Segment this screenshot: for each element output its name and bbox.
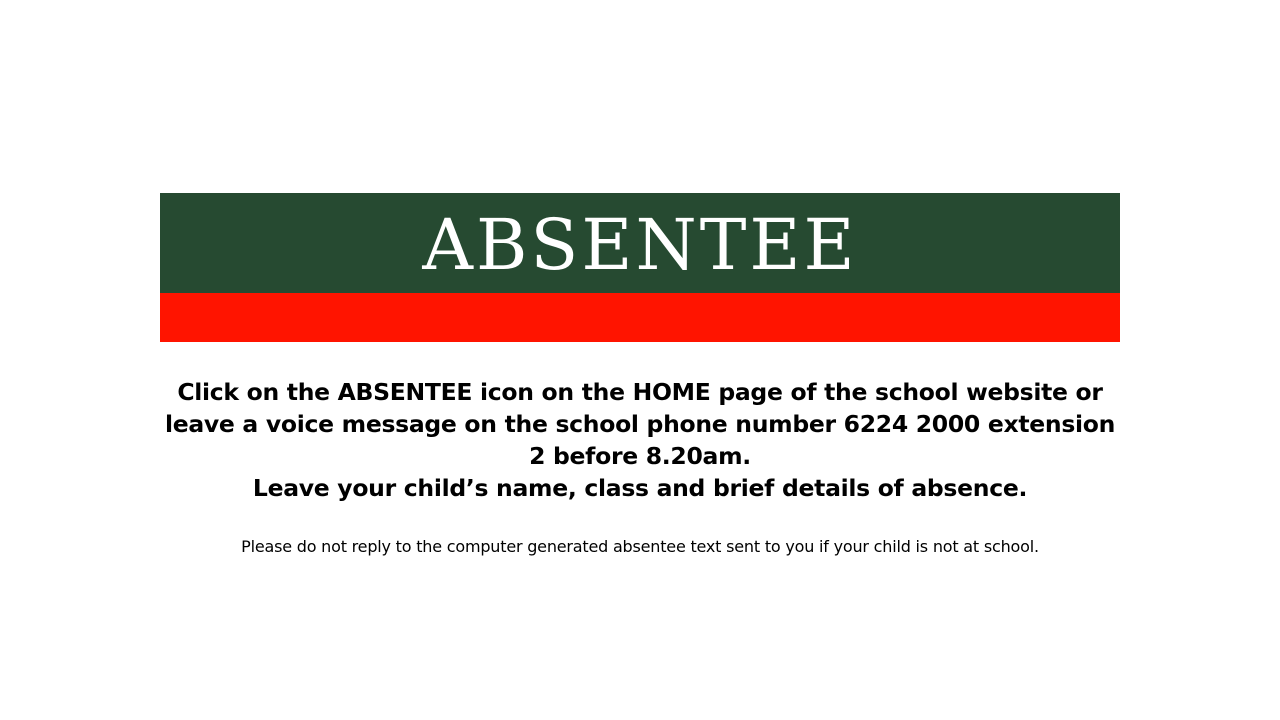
banner-accent-stripe — [160, 293, 1120, 342]
absentee-banner — [160, 193, 1120, 342]
banner-title: ABSENTEE — [422, 204, 858, 286]
banner-title-bar — [160, 193, 1120, 293]
absence-instructions — [160, 376, 1120, 504]
instruction-details-text: Leave your child’s name, class and brief details of absence. — [252, 474, 1028, 502]
footnote-text: Please do not reply to the computer generated absentee text sent to you if your child is not at school. — [241, 537, 1039, 556]
instruction-contact-text: Click on the ABSENTEE icon on the HOME page of the school website or leave a voice message on the school phone number 6224 2000 extension 2 before 8.20am. — [164, 378, 1116, 470]
